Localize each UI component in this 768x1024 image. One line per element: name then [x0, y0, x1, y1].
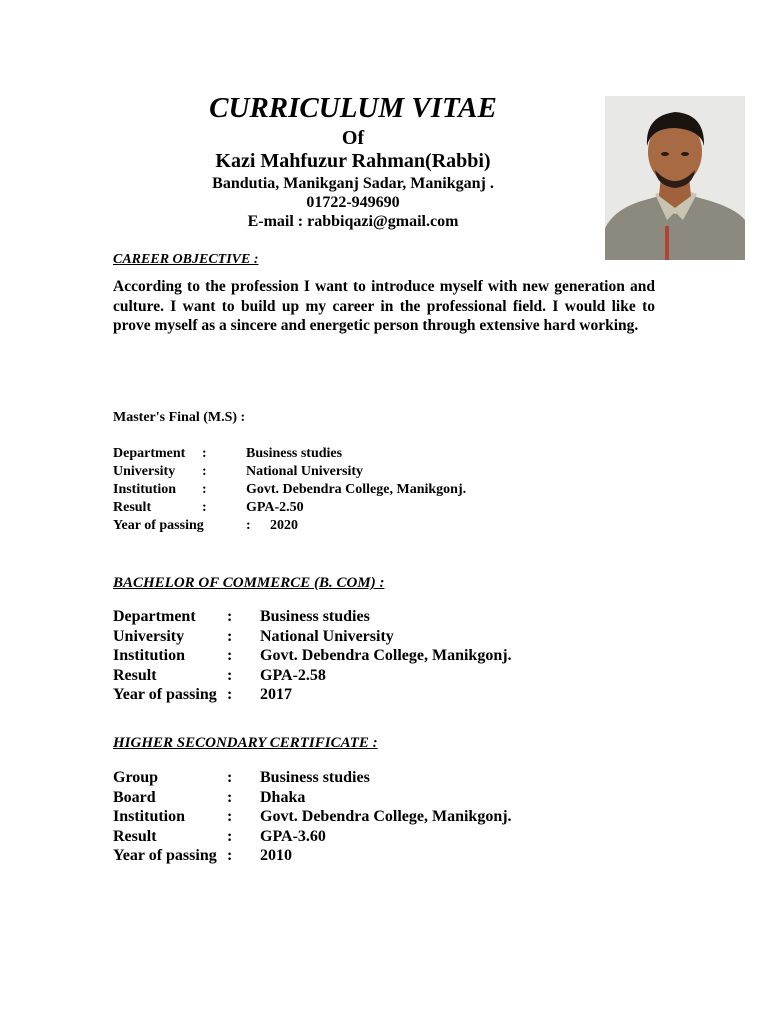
row-colon: : — [202, 482, 207, 497]
row-colon: : — [227, 847, 233, 864]
masters-heading: Master's Final (M.S) : — [113, 410, 246, 425]
row-value: GPA-2.50 — [246, 500, 304, 515]
bcom-heading: BACHELOR OF COMMERCE (B. COM) : — [113, 575, 385, 591]
row-colon: : — [202, 500, 207, 515]
row-label: Group — [113, 769, 159, 786]
candidate-email: E-mail : rabbiqazi@gmail.com — [247, 213, 459, 230]
career-objective-heading: CAREER OBJECTIVE : — [113, 252, 259, 267]
row-value: GPA-2.58 — [260, 666, 326, 684]
document-title: CURRICULUM VITAE — [209, 92, 497, 124]
row-value: 2010 — [260, 847, 292, 864]
row-value: Govt. Debendra College, Manikgonj. — [260, 647, 512, 664]
row-value: National University — [246, 464, 364, 479]
row-colon: : — [227, 788, 233, 806]
row-value: 2020 — [270, 518, 298, 533]
row-colon: : — [227, 827, 233, 845]
row-value: GPA-3.60 — [260, 827, 326, 845]
row-colon: : — [227, 627, 233, 645]
candidate-name: Kazi Mahfuzur Rahman(Rabbi) — [215, 150, 491, 172]
row-label: Year of passing — [113, 847, 217, 864]
row-value: Business studies — [260, 608, 370, 625]
row-label: Institution — [113, 808, 186, 825]
row-colon: : — [227, 666, 233, 684]
row-value: Dhaka — [260, 788, 306, 806]
row-label: Result — [113, 500, 152, 515]
row-label: Institution — [113, 482, 177, 497]
row-value: Business studies — [246, 446, 343, 461]
row-label: Result — [113, 666, 157, 684]
row-colon: : — [227, 608, 233, 625]
row-value: Govt. Debendra College, Manikgonj. — [260, 808, 512, 825]
career-objective-text: According to the profession I want to introduce myself with new generation and culture. I want to build up my career in the professional field. I would like to prove myself as a sincere and energetic person through extensive hard working. — [113, 278, 655, 334]
row-label: Institution — [113, 647, 186, 664]
title-of: Of — [341, 127, 365, 149]
row-label: Year of passing — [113, 518, 204, 533]
row-colon: : — [246, 518, 251, 533]
row-colon: : — [227, 686, 233, 703]
row-colon: : — [227, 647, 233, 664]
row-value: Govt. Debendra College, Manikgonj. — [246, 482, 467, 497]
row-colon: : — [202, 446, 207, 461]
profile-photo — [605, 96, 745, 260]
row-value: Business studies — [260, 769, 370, 786]
row-label: Department — [113, 608, 196, 625]
row-colon: : — [202, 464, 207, 479]
row-label: Department — [113, 446, 186, 461]
row-label: University — [113, 627, 185, 645]
row-label: Result — [113, 827, 157, 845]
row-colon: : — [227, 808, 233, 825]
row-value: 2017 — [260, 686, 292, 703]
hsc-heading: HIGHER SECONDARY CERTIFICATE : — [113, 735, 378, 751]
candidate-address: Bandutia, Manikganj Sadar, Manikganj . — [212, 175, 494, 192]
candidate-phone: 01722-949690 — [306, 194, 400, 211]
row-value: National University — [260, 627, 394, 645]
row-colon: : — [227, 769, 233, 786]
row-label: University — [113, 464, 176, 479]
row-label: Board — [113, 788, 156, 806]
row-label: Year of passing — [113, 686, 217, 703]
